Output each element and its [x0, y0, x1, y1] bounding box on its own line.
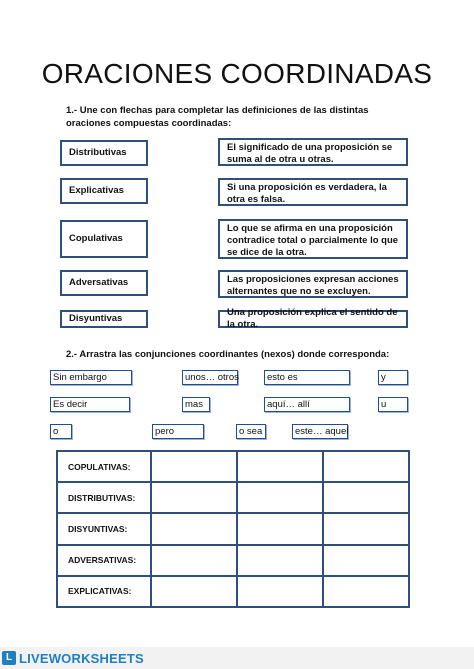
drop-slot[interactable]	[323, 482, 409, 513]
chip-esto-es[interactable]: esto es	[264, 370, 350, 385]
drop-slot[interactable]	[323, 513, 409, 544]
definition-2[interactable]: Si una proposición es verdadera, la otra es falsa.	[218, 178, 408, 206]
drop-slot[interactable]	[237, 451, 323, 482]
drop-slot[interactable]	[151, 451, 237, 482]
definition-3[interactable]: Lo que se afirma en una proposición contradice total o parcialmente lo que se dice de la otra.	[218, 219, 408, 259]
table-row	[57, 451, 409, 482]
chip-u[interactable]: u	[378, 397, 408, 412]
chip-unos-otros[interactable]: unos… otros	[182, 370, 238, 385]
chip-o[interactable]: o	[50, 424, 72, 439]
drop-slot[interactable]	[151, 576, 237, 607]
chip-mas[interactable]: mas	[182, 397, 210, 412]
term-copulativas[interactable]: Copulativas	[60, 220, 148, 258]
chip-pero[interactable]: pero	[152, 424, 204, 439]
table-row	[57, 482, 409, 513]
drop-slot[interactable]	[151, 513, 237, 544]
drop-slot[interactable]	[237, 513, 323, 544]
chip-es-decir[interactable]: Es decir	[50, 397, 130, 412]
chip-y[interactable]: y	[378, 370, 408, 385]
drop-slot[interactable]	[323, 576, 409, 607]
row-label-copulativas: COPULATIVAS:	[57, 451, 151, 482]
term-distributivas[interactable]: Distributivas	[60, 140, 148, 166]
row-label-distributivas: DISTRIBUTIVAS:	[57, 482, 151, 513]
row-label-adversativas: ADVERSATIVAS:	[57, 545, 151, 576]
definition-4[interactable]: Las proposiciones expresan acciones alternantes que no se excluyen.	[218, 270, 408, 298]
definition-5[interactable]: Una proposición explica el sentido de la otra.	[218, 310, 408, 328]
classification-table	[56, 450, 410, 608]
table-row	[57, 545, 409, 576]
term-disyuntivas[interactable]: Disyuntivas	[60, 310, 148, 328]
drop-slot[interactable]	[323, 545, 409, 576]
table-row	[57, 576, 409, 607]
term-adversativas[interactable]: Adversativas	[60, 270, 148, 296]
chip-sin-embargo[interactable]: Sin embargo	[50, 370, 132, 385]
row-label-disyuntivas: DISYUNTIVAS:	[57, 513, 151, 544]
chip-este-aquel[interactable]: este… aquel	[292, 424, 348, 439]
drop-slot[interactable]	[151, 545, 237, 576]
page-title: ORACIONES COORDINADAS	[41, 58, 433, 89]
table-row	[57, 513, 409, 544]
brand-name[interactable]: LIVEWORKSHEETS	[19, 650, 144, 666]
footer-bar	[0, 647, 474, 669]
instruction-2: 2.- Arrastra las conjunciones coordinantes (nexos) donde corresponda:	[66, 349, 390, 360]
term-explicativas[interactable]: Explicativas	[60, 178, 148, 204]
drop-slot[interactable]	[237, 576, 323, 607]
drop-slot[interactable]	[237, 482, 323, 513]
drop-slot[interactable]	[151, 482, 237, 513]
liveworksheets-logo-icon: L	[2, 651, 16, 665]
drop-slot[interactable]	[237, 545, 323, 576]
drop-slot[interactable]	[323, 451, 409, 482]
definition-1[interactable]: El significado de una proposición se suma al de otra u otras.	[218, 138, 408, 166]
chip-o-sea[interactable]: o sea	[236, 424, 266, 439]
chip-aqui-alli[interactable]: aquí… allí	[264, 397, 350, 412]
instruction-1: 1.- Une con flechas para completar las definiciones de las distintas oraciones compuestas coordinadas:	[66, 105, 369, 129]
row-label-explicativas: EXPLICATIVAS:	[57, 576, 151, 607]
